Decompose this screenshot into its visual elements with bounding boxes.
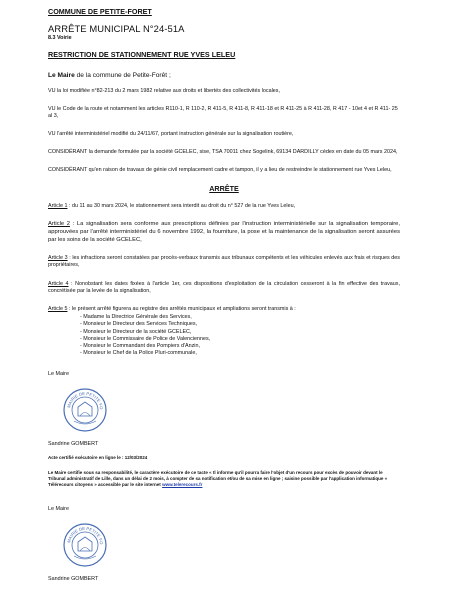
voirie-code: 8.3 Voirie (48, 35, 72, 41)
signatory-name-2: Sandrine GOMBERT (48, 576, 99, 583)
svg-text:MAIRIE DE PETITE FORÊT: MAIRIE DE PETITE FO (66, 391, 105, 411)
mairie-seal-icon (62, 387, 108, 433)
article-3 (48, 255, 400, 269)
maire-intro-rest: de la commune de Petite-Forêt ; (74, 72, 171, 79)
legal-notice-text: Le Maire certifie sous sa responsabilité, le caractère exécutoire de ce tacte « tl informe qu'il pourra faire l'objet d'un recours pour excès de pouvoir devant le Tribunal administratif de Lille, dans un délai de 2 mois, à compter de sa notification et/ou de sa mise en ligne ; saisine possible par l'application informatique « Télérecours citoyens » accessible par le site internet (48, 470, 388, 488)
legal-notice (48, 470, 400, 488)
list-item: - Monsieur le Chef de la Police Pluri-communale, (80, 350, 197, 357)
mairie-seal-icon (62, 522, 108, 568)
signature-label-2: Le Maire (48, 506, 69, 513)
article-2 (48, 221, 400, 244)
vu-paragraph: VU l'arrêté interministériel modifié du 24/11/67, portant instruction générale sur la signalisation routière, (48, 130, 294, 137)
list-item: - Monsieur le Directeur des Services Techniques, (80, 321, 198, 328)
svg-text:MAIRIE DE PETITE FORÊT: MAIRIE DE PETITE FO (66, 526, 105, 546)
signatory-name: Sandrine GOMBERT (48, 441, 99, 448)
list-item: - Monsieur le Commissaire de Police de Valenciennes, (80, 335, 211, 342)
arrete-subject: RESTRICTION DE STATIONNEMENT RUE YVES LELEU (48, 50, 236, 59)
maire-intro-bold: Le Maire (48, 72, 75, 79)
recipients-list (80, 314, 400, 357)
arrete-number: ARRÊTE MUNICIPAL N°24-51A (48, 23, 185, 34)
article-label: Article 2 (48, 221, 70, 228)
arrete-heading: ARRÊTE (209, 184, 239, 194)
article-label: Article 1 (48, 203, 68, 210)
telerecours-link[interactable]: www.telerecours.fr (162, 482, 203, 488)
article-text: : les infractions seront constatées par procès-verbaux transmis aux tribunaux compétents et les véhicules enlevés aux frais et risques des propriétaires, (48, 255, 400, 269)
article-1 (48, 203, 400, 210)
list-item: - Monsieur le Commandant des Pompiers d'Anzin, (80, 343, 200, 350)
list-item: - Madame la Directrice Générale des Services, (80, 314, 192, 321)
article-text: : Nonobstant les dates fixées à l'article 1er, ces dispositions d'exploitation de la circulation cesseront à la fin effective des travaux, concrétisée par la levée de la signalisation, (48, 280, 400, 294)
article-label: Article 5 (48, 306, 68, 313)
article-text: : du 11 au 30 mars 2024, le stationnement sera interdit au droit du n° 527 de la rue Yves Leleu, (67, 203, 296, 210)
article-4 (48, 281, 400, 295)
list-item: - Monsieur le Directeur de la société GCELEC, (80, 328, 192, 335)
vu-paragraph: VU la loi modifiée n°82-213 du 2 mars 1982 relative aux droits et libertés des collectivités locales, (48, 88, 280, 94)
executoire-date: Acte certifié exécutoire en ligne le : 12/03/2024 (48, 455, 148, 461)
signature-label: Le Maire (48, 371, 69, 378)
commune-name: COMMUNE DE PETITE-FORET (48, 7, 152, 16)
article-label: Article 4 (48, 280, 69, 287)
article-label: Article 3 (48, 255, 68, 262)
vu-paragraph: VU le Code de la route et notamment les articles R110-1, R 110-2, R 411-5, R 411-8, R 411-18 et R 411-25 à R 411-28, R 417 - 10et 4 et R 411- 25 al 3, (48, 106, 398, 120)
article-5 (48, 306, 400, 313)
article-text: : le présent arrêté figurera au registre des arrêtés municipaux et ampliations seront transmis à : (67, 306, 296, 313)
article-text: : La signalisation sera conforme aux prescriptions définies par l'instruction interministérielle sur la signalisation temporaire, approuvées par l'arrêté interministériel du 6 novembre 1992, la fourniture, la pose et la maintenance de la signalisation seront assurées par les soins de la société GCELEC, (48, 221, 400, 243)
considerant-paragraph: CONSIDÉRANT qu'en raison de travaux de génie civil remplacement cadre et tampon, il y a lieu de restreindre le stationnement rue Yves Leleu, (48, 167, 392, 174)
maire-intro (48, 72, 400, 79)
considerant-paragraph: CONSIDÉRANT la demande formulée par la société GCELEC, sise, TSA 70011 chez Sogelink, 69134 DARDILLY cédex en date du 05 mars 2024, (48, 148, 398, 155)
